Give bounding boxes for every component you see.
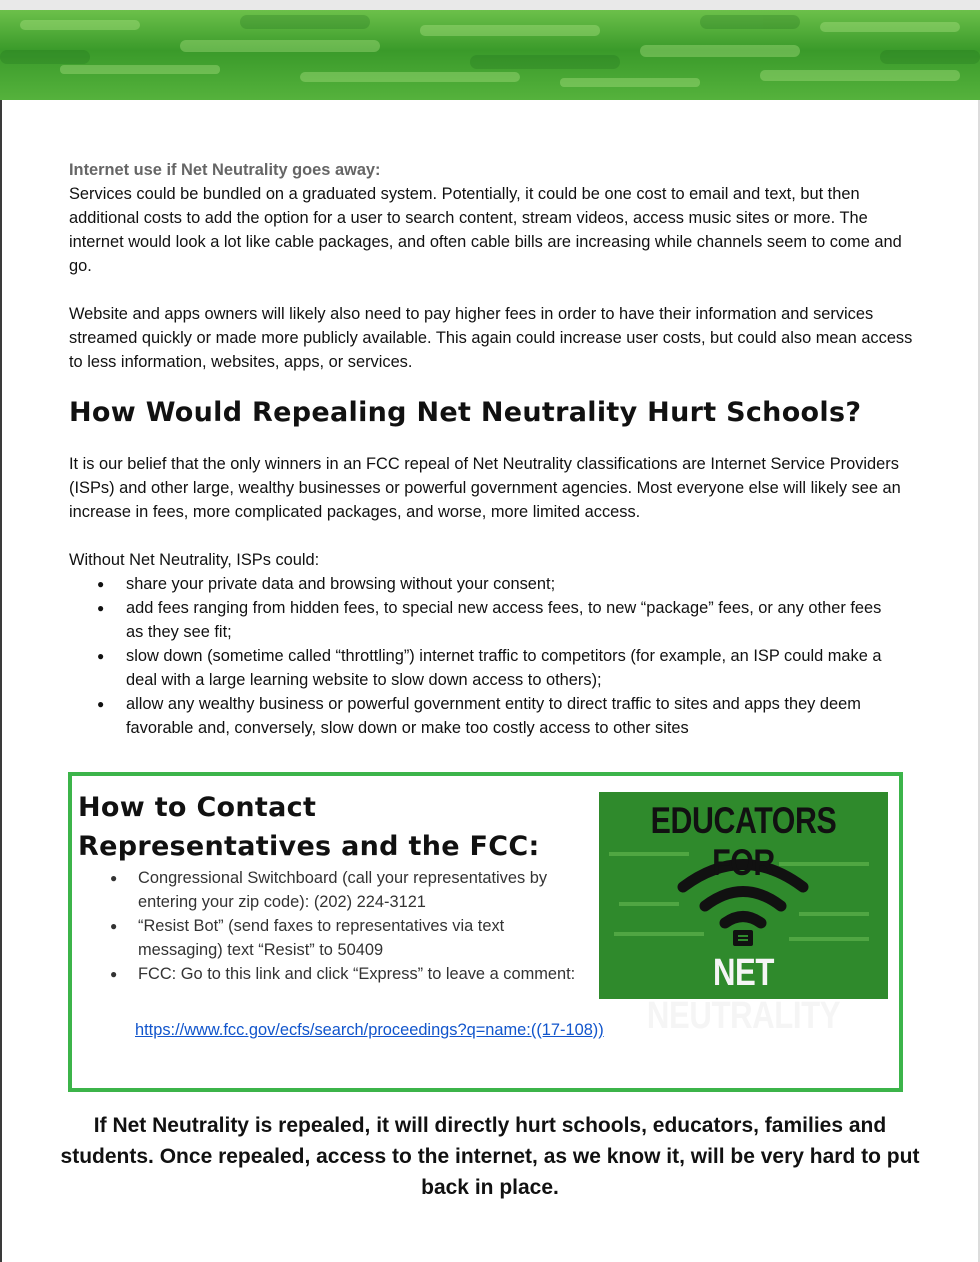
banner-top-strip xyxy=(0,0,980,10)
closing-statement: If Net Neutrality is repealed, it will directly hurt schools, educators, families and students. Once repealed, access to the internet, as we know it, will be very hard to put back in place. xyxy=(60,1114,920,1199)
paragraph-bundling: Services could be bundled on a graduated system. Potentially, it could be one cost to email and text, but then additional costs to add the option for a user to search content, stream videos, access music sites or more. The internet would look a lot like cable packages, and often cable bills are increasing while channels seem to come and go. xyxy=(69,185,902,275)
list-item: ● allow any wealthy business or powerful government entity to direct traffic to sites and apps they deem favorable and, conversely, slow down or make too costly access to other sites xyxy=(126,692,919,740)
isp-risks-list xyxy=(69,572,919,740)
logo-top-text: EDUCATORS FOR xyxy=(650,800,837,883)
header-banner xyxy=(0,10,980,100)
contact-box xyxy=(68,772,903,1092)
contact-item-resist-bot: ● “Resist Bot” (send faxes to representatives via text messaging) text “Resist” to 50409 xyxy=(110,914,590,962)
contact-list xyxy=(110,866,590,986)
educators-logo xyxy=(599,792,888,1037)
list-intro: Without Net Neutrality, ISPs could: xyxy=(69,551,320,569)
list-item: ● add fees ranging from hidden fees, to special new access fees, to new “package” fees, or any other fees as they see fit; xyxy=(126,596,919,644)
banner-texture xyxy=(0,10,980,100)
contact-item-switchboard: ● Congressional Switchboard (call your representatives by entering your zip code): (202) 224-3121 xyxy=(110,866,590,914)
main-content xyxy=(69,158,919,740)
list-item: ● slow down (sometime called “throttling”) internet traffic to competitors (for example, an ISP could make a deal with a large learning website to slow down access to others); xyxy=(126,644,919,692)
contact-item-fcc: ● FCC: Go to this link and click “Express” to leave a comment: xyxy=(110,962,590,986)
contact-heading: How to Contact Representatives and the FCC: xyxy=(78,792,540,862)
logo-bottom-text: NET NEUTRALITY xyxy=(646,952,841,1037)
list-item: ● share your private data and browsing without your consent; xyxy=(126,572,919,596)
schools-heading: How Would Repealing Net Neutrality Hurt Schools? xyxy=(69,397,862,428)
paragraph-fees: Website and apps owners will likely also need to pay higher fees in order to have their information and services streamed quickly or made more publicly available. This again could increase user costs, but could also mean access to less information, websites, apps, or services. xyxy=(69,305,913,371)
paragraph-belief: It is our belief that the only winners in an FCC repeal of Net Neutrality classifications are Internet Service Providers (ISPs) and other large, wealthy businesses or powerful government agencies. Most everyone else will likely see an increase in fees, more complicated packages, and worse, more limited access. xyxy=(69,455,901,521)
fcc-link[interactable]: https://www.fcc.gov/ecfs/search/proceedings?q=name:((17-108)) xyxy=(135,1021,604,1039)
page-left-border xyxy=(0,0,2,1262)
section-subheading: Internet use if Net Neutrality goes away: xyxy=(69,161,381,179)
